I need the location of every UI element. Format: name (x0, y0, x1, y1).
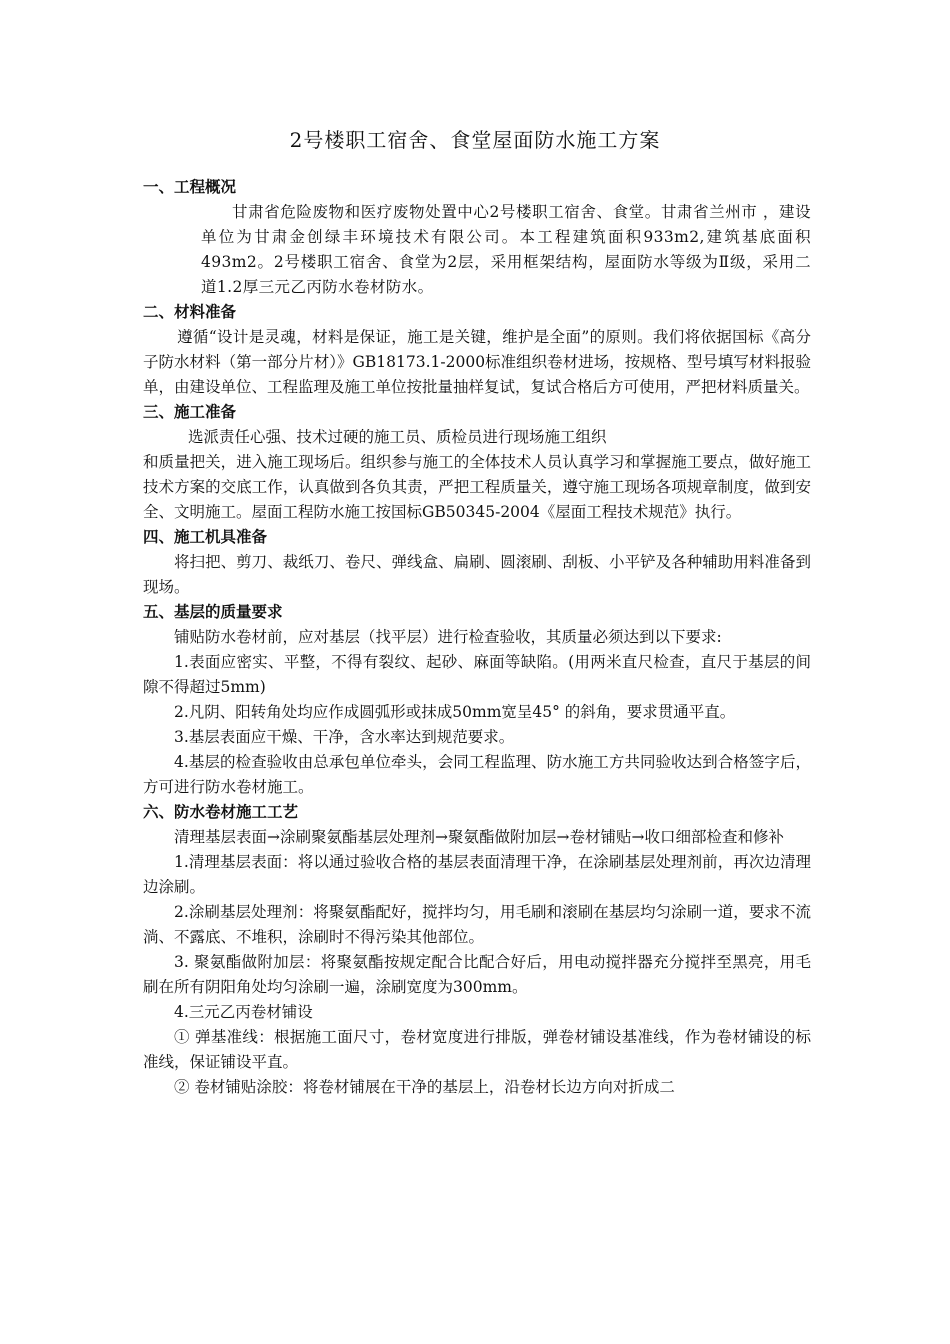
page-title: 2号楼职工宿舍、食堂屋面防水施工方案 (289, 128, 661, 152)
section-heading: 六、防水卷材施工工艺 (143, 803, 299, 821)
list-item: 1.表面应密实、平整，不得有裂纹、起砂、麻面等缺陷。(用两米直尺检查，直尺于基层的间隙不得超过5mm) (143, 653, 811, 696)
section-heading: 五、基层的质量要求 (143, 603, 283, 621)
section-paragraph: 将扫把、剪刀、裁纸刀、卷尺、弹线盒、扁刷、圆滚刷、刮板、小平铲及各种辅助用料准备到现场。 (143, 553, 811, 596)
section-heading: 二、材料准备 (143, 303, 237, 321)
list-item: ② 卷材铺贴涂胶：将卷材铺展在干净的基层上，沿卷材长边方向对折成二 (174, 1078, 675, 1096)
section-paragraph: 甘肃省危险废物和医疗废物处置中心2号楼职工宿舍、食堂。甘肃省兰州市 ，建设单位为甘肃金创绿丰环境技术有限公司。本工程建筑面积933m2,建筑基底面积493m2。2号楼职工宿舍、食堂为2层，采用框架结构，屋面防水等级为Ⅱ级，采用二道1.2厚三元乙丙防水卷材防水。 (201, 203, 811, 296)
section-heading: 三、施工准备 (143, 403, 237, 421)
document-body (143, 175, 811, 1100)
section-heading: 四、施工机具准备 (143, 528, 268, 546)
section-paragraph: 选派责任心强、技术过硬的施工员、质检员进行现场施工组织 (187, 428, 607, 446)
list-item: 3.基层表面应干燥、干净，含水率达到规范要求。 (174, 728, 515, 746)
section-paragraph: 遵循“设计是灵魂，材料是保证，施工是关键，维护是全面”的原则。我们将依据国标《高分子防水材料（第一部分片材）》GB18173.1-2000标准组织卷材进场，按规格、型号填写材料报验单，由建设单位、工程监理及施工单位按批量抽样复试，复试合格后方可使用，严把材料质量关。 (143, 328, 811, 396)
list-item: 3. 聚氨酯做附加层：将聚氨酯按规定配合比配合好后，用电动搅拌器充分搅拌至黑亮，用毛刷在所有阴阳角处均匀涂刷一遍，涂刷宽度为300mm。 (143, 953, 811, 996)
section-paragraph: 和质量把关，进入施工现场后。组织参与施工的全体技术人员认真学习和掌握施工要点，做好施工技术方案的交底工作，认真做到各负其责，严把工程质量关，遵守施工现场各项规章制度，做到安全、文明施工。屋面工程防水施工按国标GB50345-2004《屋面工程技术规范》执行。 (143, 453, 811, 521)
list-item: 2.凡阴、阳转角处均应作成圆弧形或抹成50mm宽呈45° 的斜角，要求贯通平直。 (174, 703, 736, 721)
list-item: ① 弹基准线：根据施工面尺寸，卷材宽度进行排版，弹卷材铺设基准线，作为卷材铺设的标准线，保证铺设平直。 (143, 1028, 811, 1071)
list-item: 2.涂刷基层处理剂：将聚氨酯配好，搅拌均匀，用毛刷和滚刷在基层均匀涂刷一道，要求不流淌、不露底、不堆积，涂刷时不得污染其他部位。 (143, 903, 811, 946)
list-item: 4.三元乙丙卷材铺设 (174, 1003, 313, 1021)
section-paragraph: 铺贴防水卷材前，应对基层（找平层）进行检查验收，其质量必须达到以下要求: (174, 628, 722, 646)
section-heading: 一、工程概况 (143, 178, 237, 196)
list-item: 4.基层的检查验收由总承包单位牵头，会同工程监理、防水施工方共同验收达到合格签字后，方可进行防水卷材施工。 (143, 753, 811, 796)
process-flow: 清理基层表面→涂刷聚氨酯基层处理剂→聚氨酯做附加层→卷材铺贴→收口细部检查和修补 (174, 828, 784, 846)
list-item: 1.清理基层表面：将以通过验收合格的基层表面清理干净，在涂刷基层处理剂前，再次边清理边涂刷。 (143, 853, 811, 896)
